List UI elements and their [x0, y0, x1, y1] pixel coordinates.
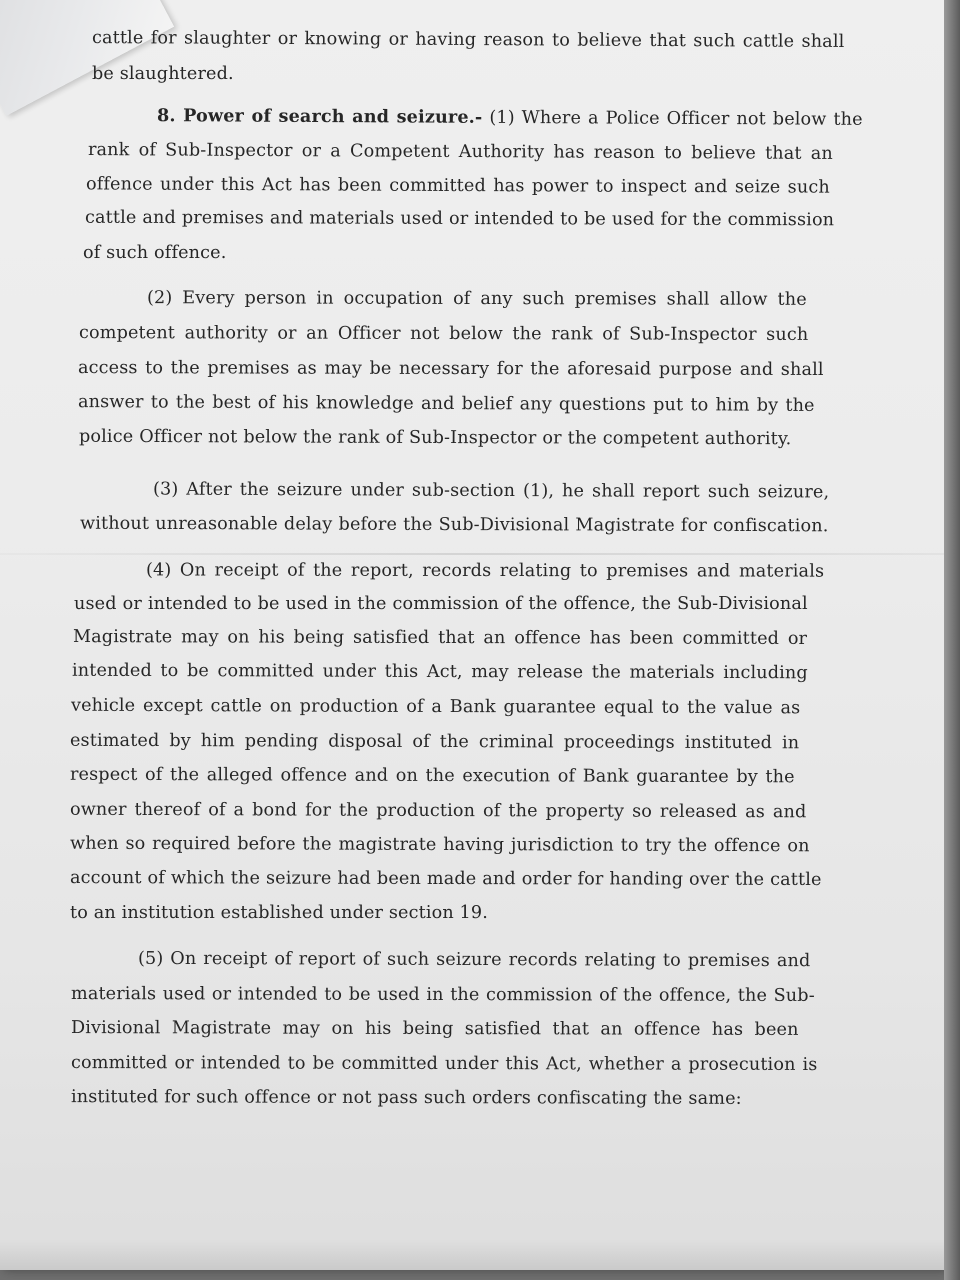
text-line: offence under this Act has been committed has power to inspect and seize such	[85, 174, 830, 198]
text-line: instituted for such offence or not pass such orders confiscating the same:	[70, 1087, 742, 1109]
text-line: answer to the best of his knowledge and belief any questions put to him by the	[77, 392, 815, 416]
text-line: access to the premises as may be necessary for the aforesaid purpose and shall	[77, 358, 824, 380]
section-text: (1) Where a Police Officer not below the	[482, 107, 863, 130]
text-line: Divisional Magistrate may on his being satisfied that an offence has been	[70, 1018, 799, 1040]
text-line: cattle for slaughter or knowing or having reason to believe that such cattle shall	[91, 28, 845, 52]
page-shadow	[0, 1240, 944, 1270]
text-line: materials used or intended to be used in the commission of the offence, the Sub-	[70, 984, 815, 1006]
text-line: Magistrate may on his being satisfied that an offence has been committed or	[72, 627, 808, 649]
text-line: (5) On receipt of report of such seizure records relating to premises and	[137, 948, 811, 972]
section-heading: 8. Power of search and seizure.-	[156, 105, 483, 128]
text-line: owner thereof of a bond for the production of the property so released as and	[69, 799, 807, 823]
text-line: intended to be committed under this Act, may release the materials including	[71, 660, 808, 684]
text-line: estimated by him pending disposal of the criminal proceedings instituted in	[69, 730, 800, 754]
page-edge-background	[944, 0, 960, 1280]
text-line: rank of Sub-Inspector or a Competent Authority has reason to believe that an	[87, 140, 833, 164]
text-line: (3) After the seizure under sub-section (1), he shall report such seizure,	[152, 479, 830, 503]
section-heading-line	[157, 105, 863, 130]
text-line: police Officer not below the rank of Sub-Inspector or the competent authority.	[78, 426, 792, 450]
text-line: of such offence.	[83, 243, 227, 263]
text-line: committed or intended to be committed under this Act, whether a prosecution is	[70, 1053, 818, 1075]
text-line: respect of the alleged offence and on the execution of Bank guarantee by the	[69, 764, 795, 788]
text-line: cattle and premises and materials used or intended to be used for the commission	[84, 207, 835, 231]
text-line: when so required before the magistrate having jurisdiction to try the offence on	[69, 833, 810, 857]
curled-page-corner	[0, 0, 174, 116]
text-line: account of which the seizure had been made and order for handing over the cattle	[69, 868, 822, 890]
text-line: (4) On receipt of the report, records relating to premises and materials	[145, 560, 825, 582]
text-line: (2) Every person in occupation of any such premises shall allow the	[146, 288, 807, 310]
text-line: to an institution established under section 19.	[70, 903, 488, 923]
text-line: competent authority or an Officer not below the rank of Sub-Inspector such	[78, 323, 809, 345]
text-line: vehicle except cattle on production of a Bank guarantee equal to the value as	[70, 695, 801, 719]
text-line: used or intended to be used in the commission of the offence, the Sub-Divisional	[74, 594, 808, 614]
paper-fold-line	[0, 553, 944, 555]
text-line: be slaughtered.	[92, 64, 234, 84]
text-line: without unreasonable delay before the Sub-Divisional Magistrate for confiscation.	[79, 513, 829, 537]
